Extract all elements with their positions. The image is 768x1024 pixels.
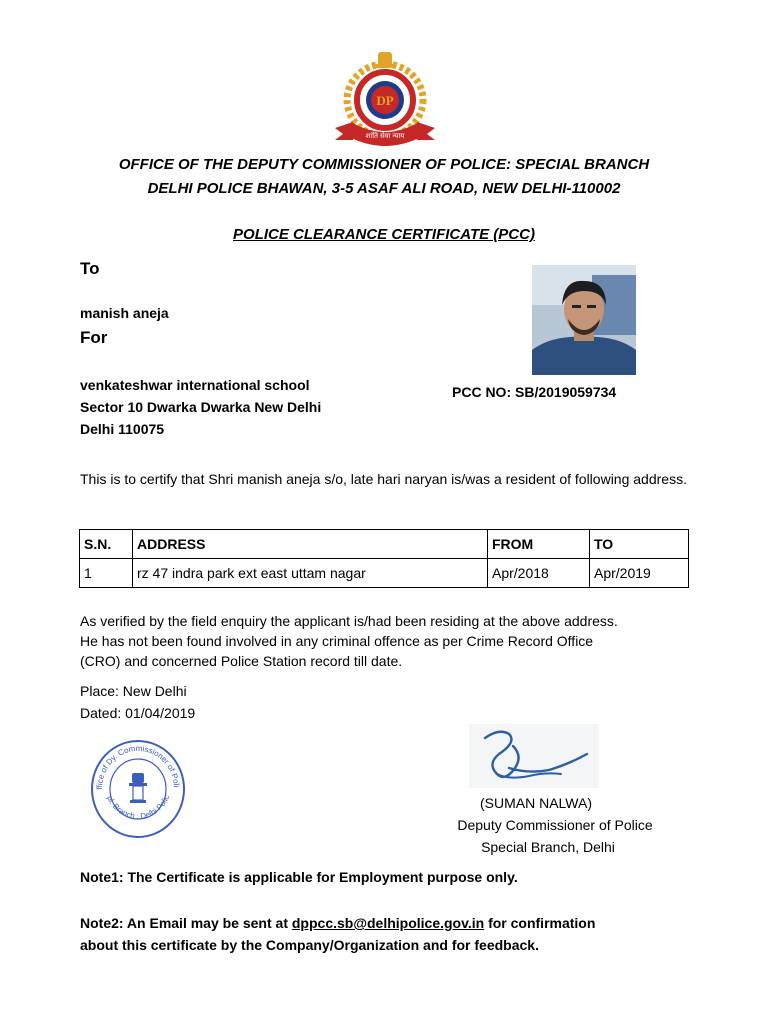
note2-line2: about this certificate by the Company/Organization and for feedback.	[80, 937, 539, 953]
signatory-designation: Deputy Commissioner of Police	[457, 817, 653, 833]
to-label: To	[80, 259, 100, 278]
signature	[469, 724, 599, 788]
certification-text: This is to certify that Shri manish aneja s/o, late hari naryan is/was a resident of following address.	[80, 471, 687, 487]
delhi-police-logo	[333, 50, 437, 146]
stamp-bottom-text: pl. Branch : Delhi Polic	[105, 793, 172, 821]
place: Place: New Delhi	[80, 683, 187, 699]
for-label: For	[80, 328, 108, 347]
cell-from: Apr/2018	[488, 559, 590, 588]
note2-suffix: for confirmation	[484, 915, 596, 931]
note-1: Note1: The Certificate is applicable for Employment purpose only.	[80, 869, 518, 885]
cell-address: rz 47 indra park ext east uttam nagar	[133, 559, 488, 588]
verification-text	[80, 611, 700, 671]
org-address-line2: Delhi 110075	[80, 421, 165, 437]
verification-line2: He has not been found involved in any criminal offence as per Crime Record Office	[80, 633, 594, 649]
header-to: TO	[590, 530, 689, 559]
place-date	[80, 680, 195, 724]
header-address: ADDRESS	[133, 530, 488, 559]
stamp-top-text: ffice of Dy. Commissioner of Poli	[94, 743, 181, 790]
note-2	[80, 912, 720, 956]
cell-to: Apr/2019	[590, 559, 689, 588]
signatory-block	[430, 792, 680, 858]
org-address-line1: Sector 10 Dwarka Dwarka New Delhi	[80, 399, 322, 415]
certificate-title-text: POLICE CLEARANCE CERTIFICATE (PCC)	[233, 226, 535, 243]
applicant-name: manish aneja	[80, 305, 169, 321]
office-stamp	[88, 737, 188, 841]
office-address: DELHI POLICE BHAWAN, 3-5 ASAF ALI ROAD, NEW DELHI-110002	[147, 180, 621, 197]
table-header-row	[80, 530, 689, 559]
address-table	[79, 529, 689, 588]
signatory-name: (SUMAN NALWA)	[480, 795, 592, 811]
applicant-photo	[532, 265, 636, 375]
verification-line3: (CRO) and concerned Police Station record till date.	[80, 653, 403, 669]
logo-monogram: DP	[376, 93, 394, 108]
certificate-title	[0, 226, 768, 243]
email-link[interactable]: dppcc.sb@delhipolice.gov.in	[291, 915, 485, 931]
header-sn: S.N.	[80, 530, 133, 559]
verification-line1: As verified by the field enquiry the applicant is/had been residing at the above address.	[80, 613, 618, 629]
pcc-number: PCC NO: SB/2019059734	[452, 384, 617, 400]
office-heading: OFFICE OF THE DEPUTY COMMISSIONER OF POLICE: SPECIAL BRANCH	[118, 156, 650, 173]
dated: Dated: 01/04/2019	[80, 705, 196, 721]
cell-sn: 1	[80, 559, 133, 588]
header-from: FROM	[488, 530, 590, 559]
signatory-unit: Special Branch, Delhi	[481, 839, 615, 855]
table-row	[80, 559, 689, 588]
org-name: venkateshwar international school	[80, 377, 310, 393]
logo-motto: शांति सेवा न्याय	[365, 133, 405, 140]
note2-prefix: Note2: An Email may be sent at	[80, 915, 292, 931]
